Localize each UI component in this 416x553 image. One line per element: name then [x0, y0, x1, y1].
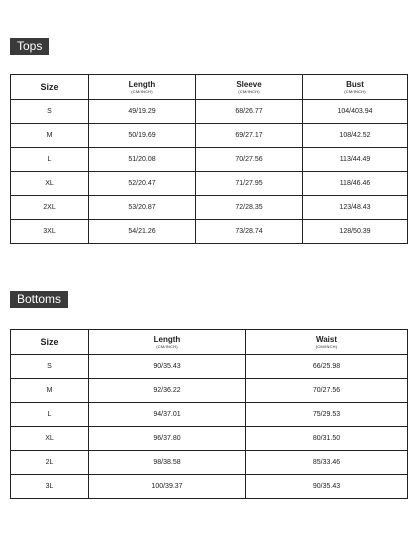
table-row	[11, 148, 408, 172]
cell-bust: 113/44.49	[303, 148, 408, 172]
cell-size: S	[11, 100, 89, 124]
cell-bust: 123/48.43	[303, 196, 408, 220]
header-sleeve-label: Sleeve	[236, 79, 262, 89]
table-row	[11, 475, 408, 499]
header-waist-unit: (CM/INCH)	[315, 343, 338, 349]
cell-length: 52/20.47	[89, 172, 196, 196]
header-bust-unit: (CM/INCH)	[344, 88, 366, 94]
cell-length: 90/35.43	[89, 355, 246, 379]
header-length-unit: (CM/INCH)	[131, 88, 153, 94]
table-row	[11, 124, 408, 148]
table-row	[11, 196, 408, 220]
cell-size: M	[11, 124, 89, 148]
cell-waist: 70/27.56	[246, 379, 408, 403]
cell-size: 3XL	[11, 220, 89, 244]
table-row	[11, 172, 408, 196]
cell-waist: 75/29.53	[246, 403, 408, 427]
header-length	[89, 330, 246, 355]
cell-sleeve: 73/28.74	[196, 220, 303, 244]
table-row	[11, 355, 408, 379]
cell-bust: 118/46.46	[303, 172, 408, 196]
header-length	[89, 75, 196, 100]
cell-bust: 104/403.94	[303, 100, 408, 124]
header-bust	[303, 75, 408, 100]
cell-length: 54/21.26	[89, 220, 196, 244]
cell-size: 2L	[11, 451, 89, 475]
cell-length: 49/19.29	[89, 100, 196, 124]
header-waist-label: Waist	[315, 334, 338, 344]
cell-bust: 128/50.39	[303, 220, 408, 244]
header-length-label: Length	[128, 79, 156, 89]
cell-size: 3L	[11, 475, 89, 499]
table-row	[11, 379, 408, 403]
cell-length: 50/19.69	[89, 124, 196, 148]
cell-length: 94/37.01	[89, 403, 246, 427]
cell-sleeve: 71/27.95	[196, 172, 303, 196]
cell-sleeve: 69/27.17	[196, 124, 303, 148]
cell-length: 53/20.87	[89, 196, 196, 220]
cell-length: 100/39.37	[89, 475, 246, 499]
cell-sleeve: 72/28.35	[196, 196, 303, 220]
table-row	[11, 427, 408, 451]
cell-sleeve: 68/26.77	[196, 100, 303, 124]
table-header-row	[11, 330, 408, 355]
table-row	[11, 451, 408, 475]
cell-size: M	[11, 379, 89, 403]
cell-bust: 108/42.52	[303, 124, 408, 148]
cell-waist: 90/35.43	[246, 475, 408, 499]
header-length-label: Length	[153, 334, 181, 344]
cell-size: L	[11, 403, 89, 427]
cell-waist: 80/31.50	[246, 427, 408, 451]
cell-size: 2XL	[11, 196, 89, 220]
table-row	[11, 100, 408, 124]
cell-waist: 85/33.46	[246, 451, 408, 475]
bottoms-size-table	[10, 329, 408, 499]
cell-sleeve: 70/27.56	[196, 148, 303, 172]
table-row	[11, 403, 408, 427]
header-sleeve	[196, 75, 303, 100]
cell-waist: 66/25.98	[246, 355, 408, 379]
cell-length: 98/38.58	[89, 451, 246, 475]
header-waist	[246, 330, 408, 355]
cell-size: S	[11, 355, 89, 379]
tops-size-table	[10, 74, 408, 244]
bottoms-section-label: Bottoms	[10, 291, 68, 308]
header-size: Size	[11, 75, 89, 100]
header-size: Size	[11, 330, 89, 355]
cell-length: 92/36.22	[89, 379, 246, 403]
cell-size: XL	[11, 172, 89, 196]
cell-size: XL	[11, 427, 89, 451]
header-length-unit: (CM/INCH)	[156, 343, 178, 349]
cell-size: L	[11, 148, 89, 172]
cell-length: 96/37.80	[89, 427, 246, 451]
table-header-row	[11, 75, 408, 100]
cell-length: 51/20.08	[89, 148, 196, 172]
table-row	[11, 220, 408, 244]
header-bust-label: Bust	[346, 79, 364, 89]
header-sleeve-unit: (CM/INCH)	[238, 88, 260, 94]
tops-section-label: Tops	[10, 38, 49, 55]
